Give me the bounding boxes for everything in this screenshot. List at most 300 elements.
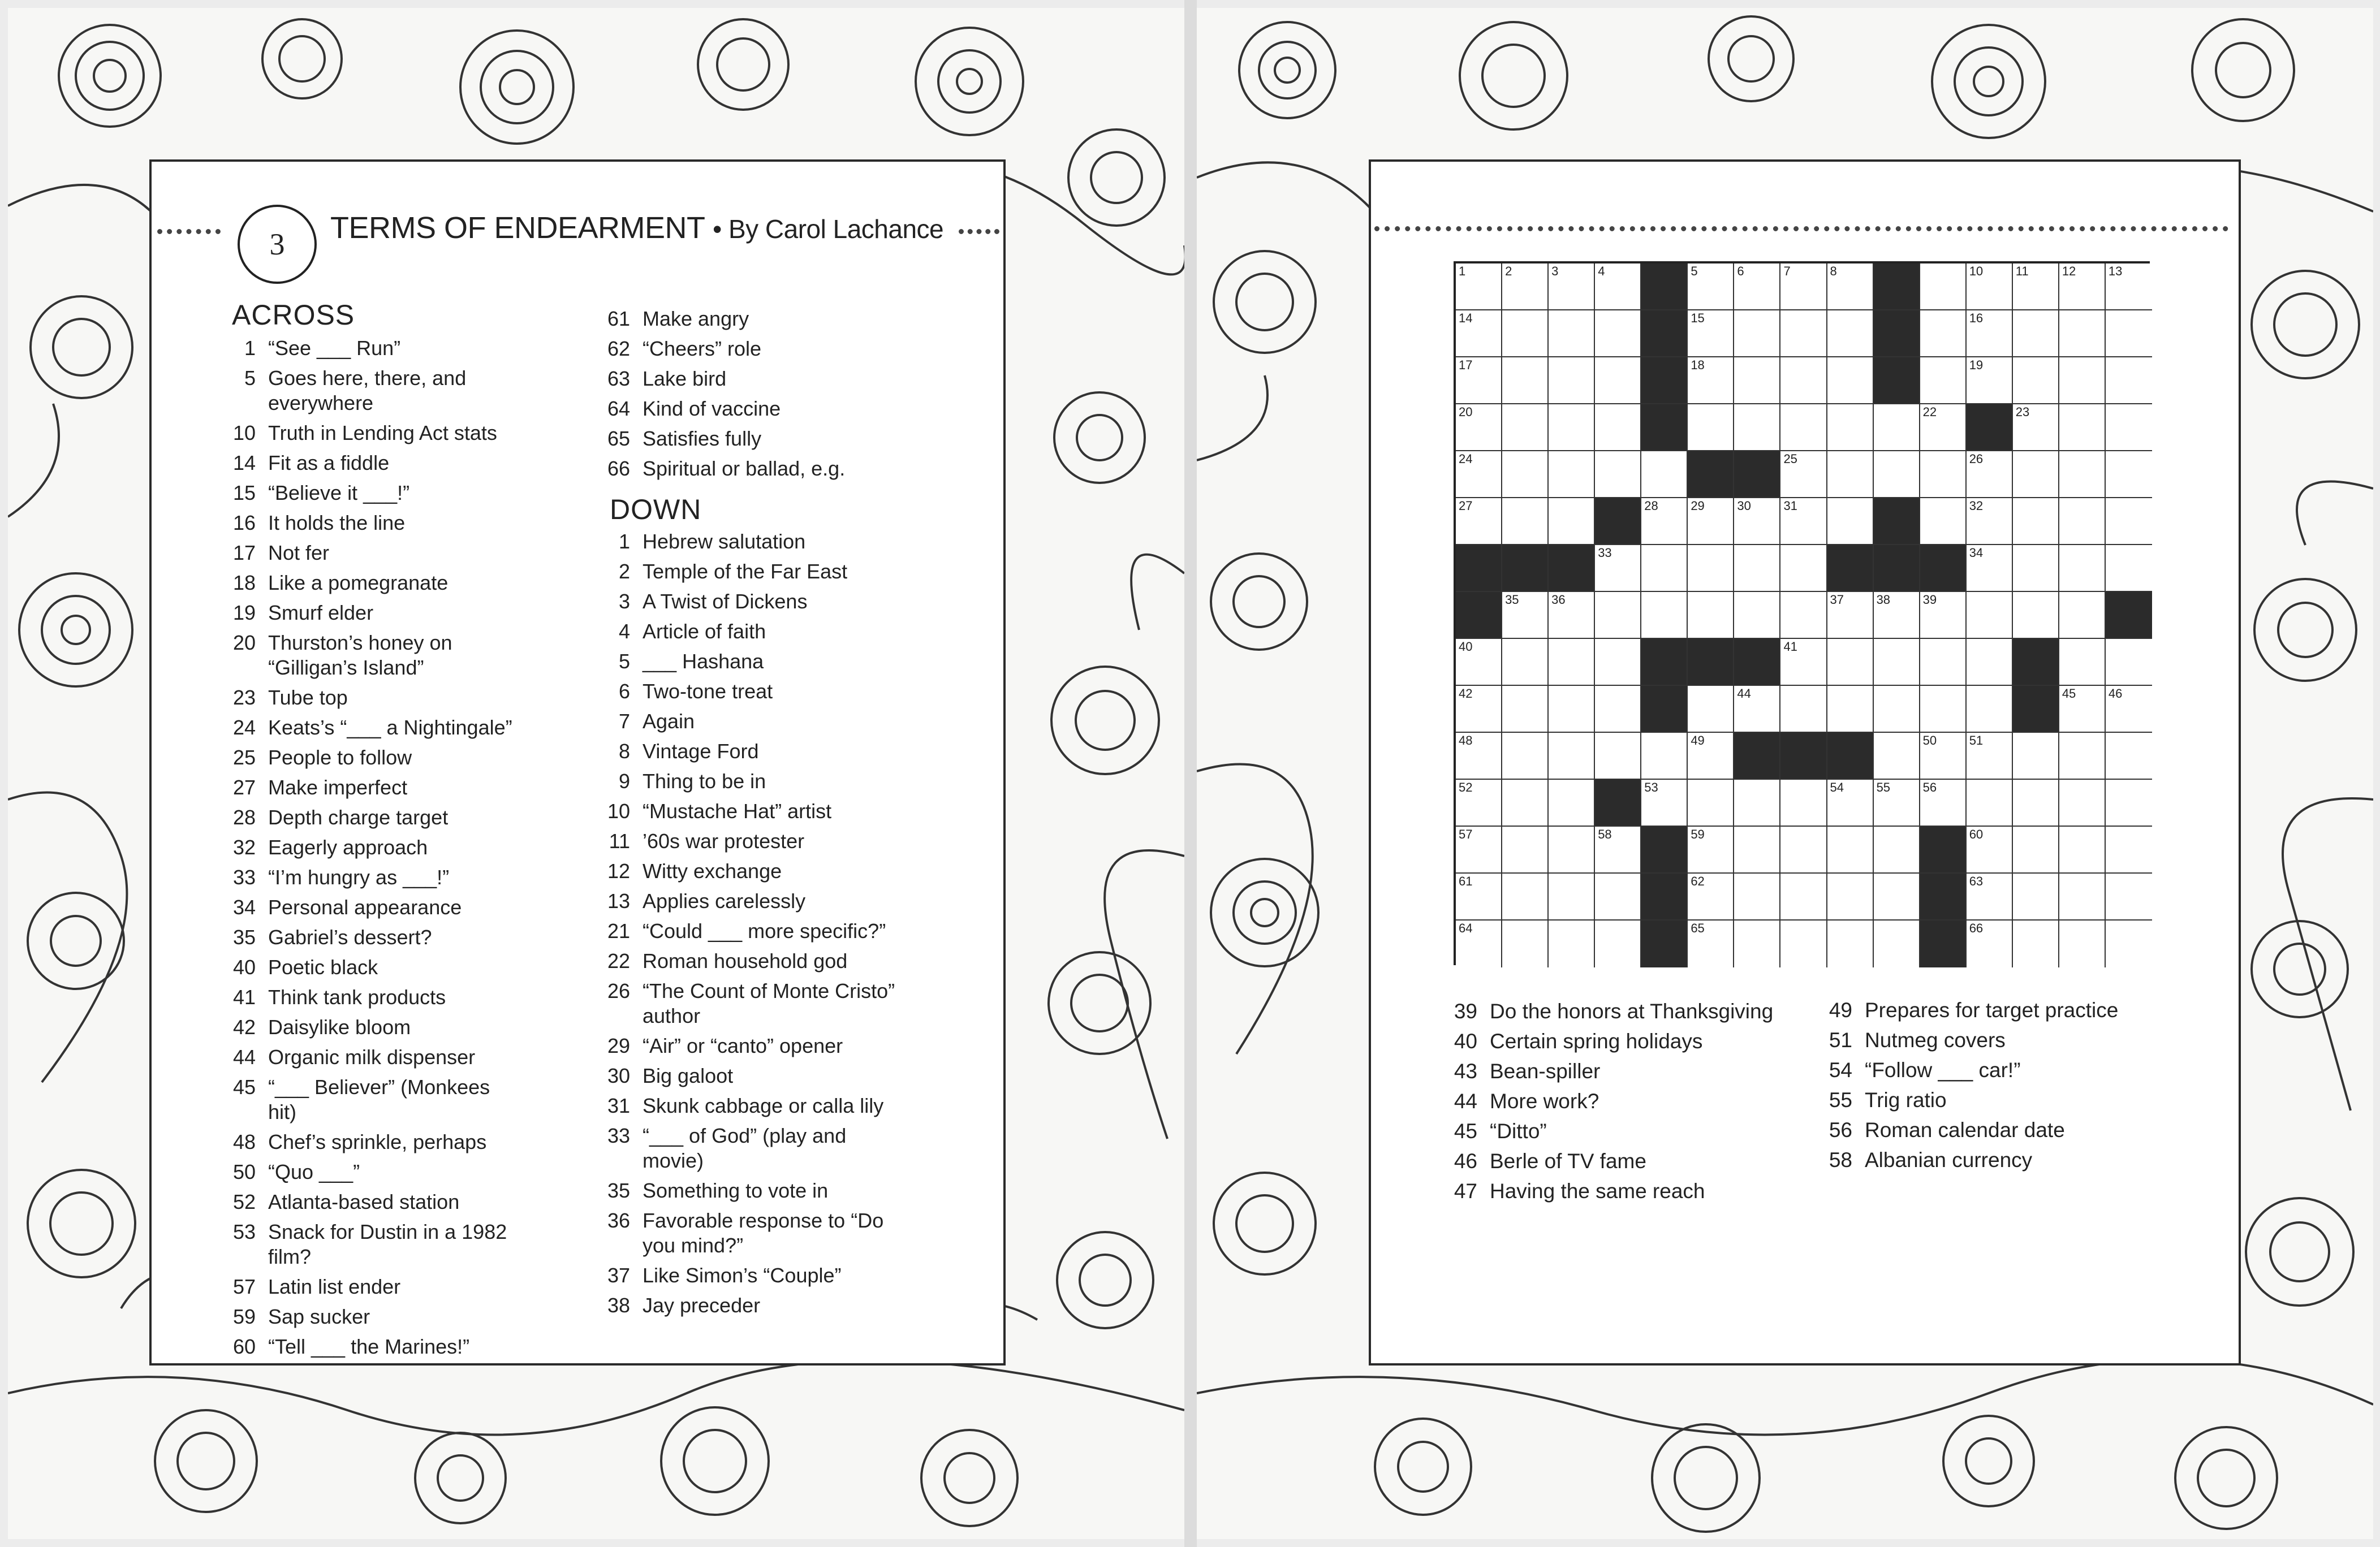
grid-cell[interactable] [1456, 827, 1502, 874]
clue-item [221, 571, 517, 595]
grid-cell[interactable] [2106, 545, 2152, 592]
grid-cell[interactable] [1967, 827, 2013, 874]
down-clue-list [595, 529, 908, 1323]
grid-cell[interactable] [1595, 592, 1641, 639]
grid-cell[interactable] [2106, 874, 2152, 921]
clue-text: Eagerly approach [268, 836, 428, 859]
grid-cell[interactable] [1734, 310, 1780, 357]
grid-cell[interactable] [1688, 357, 1734, 404]
grid-cell[interactable] [1967, 310, 2013, 357]
clue-number: 49 [1829, 999, 1852, 1022]
puzzle-byline: • By Carol Lachance [713, 214, 944, 244]
clue-text: Prepares for target practice [1865, 999, 2119, 1022]
grid-cell-number: 16 [1969, 311, 1984, 325]
grid-cell[interactable] [1874, 404, 1920, 451]
grid-cell[interactable] [2106, 263, 2152, 310]
grid-cell[interactable] [1920, 639, 1967, 686]
grid-cell[interactable] [1967, 263, 2013, 310]
grid-cell[interactable] [1456, 498, 1502, 545]
grid-cell[interactable] [2013, 780, 2059, 827]
grid-cell[interactable] [1502, 451, 1549, 498]
grid-cell[interactable] [1967, 780, 2013, 827]
down-clue-list-continued-b [1817, 995, 2181, 1175]
clue-item [595, 336, 908, 361]
grid-cell[interactable] [1549, 780, 1595, 827]
grid-cell[interactable] [2059, 263, 2106, 310]
grid-cell[interactable] [1688, 780, 1734, 827]
grid-cell[interactable] [1780, 545, 1827, 592]
grid-cell[interactable] [1502, 404, 1549, 451]
grid-cell[interactable] [1549, 592, 1595, 639]
grid-cell[interactable] [1920, 310, 1967, 357]
grid-cell[interactable] [1874, 780, 1920, 827]
grid-cell[interactable] [1874, 921, 1920, 967]
grid-cell-block [1456, 545, 1502, 592]
grid-panel-dots [1374, 226, 2228, 231]
clue-text: Berle of TV fame [1490, 1150, 1646, 1173]
clue-item [221, 1160, 517, 1185]
grid-cell[interactable] [1734, 874, 1780, 921]
clue-number: 13 [607, 889, 630, 913]
clue-item [221, 630, 517, 680]
clue-item [221, 1220, 517, 1269]
clue-number: 45 [232, 1075, 256, 1099]
grid-cell[interactable] [1456, 686, 1502, 733]
grid-cell[interactable] [1595, 404, 1641, 451]
grid-cell[interactable] [1549, 686, 1595, 733]
clue-text: Chef’s sprinkle, perhaps [268, 1130, 487, 1153]
clue-number: 18 [232, 571, 256, 594]
clue-text: Jay preceder [643, 1294, 761, 1317]
grid-cell[interactable] [1827, 404, 1874, 451]
clue-item [221, 1274, 517, 1299]
grid-cell-number: 4 [1598, 264, 1605, 278]
clue-text: Do the honors at Thanksgiving [1490, 1000, 1774, 1023]
grid-cell[interactable] [1967, 639, 2013, 686]
grid-cell[interactable] [1549, 733, 1595, 780]
grid-cell[interactable] [1827, 780, 1874, 827]
grid-cell[interactable] [1456, 639, 1502, 686]
grid-cell[interactable] [1827, 921, 1874, 967]
grid-cell[interactable] [1502, 733, 1549, 780]
title-dots-right [959, 229, 999, 234]
clue-number: 14 [232, 451, 256, 474]
grid-cell[interactable] [1734, 827, 1780, 874]
clue-number: 4 [618, 620, 630, 643]
grid-cell[interactable] [1502, 310, 1549, 357]
grid-cell[interactable] [1502, 686, 1549, 733]
clue-number: 11 [609, 829, 630, 853]
clue-item [595, 799, 908, 824]
grid-cell[interactable] [1920, 451, 1967, 498]
grid-cell-block [1641, 921, 1688, 967]
clue-number: 44 [232, 1045, 256, 1069]
clue-text: “See ___ Run” [268, 336, 401, 360]
grid-cell-number: 42 [1459, 686, 1473, 701]
grid-cell[interactable] [2106, 733, 2152, 780]
grid-cell[interactable] [1967, 592, 2013, 639]
clue-number: 38 [607, 1294, 630, 1317]
grid-cell-block [1827, 733, 1874, 780]
grid-cell[interactable] [2013, 310, 2059, 357]
grid-cell-block [1641, 263, 1688, 310]
grid-cell[interactable] [1734, 498, 1780, 545]
grid-cell[interactable] [1502, 921, 1549, 967]
grid-cell[interactable] [2059, 310, 2106, 357]
grid-cell-number: 37 [1830, 593, 1844, 607]
grid-cell[interactable] [1641, 545, 1688, 592]
grid-cell[interactable] [1502, 639, 1549, 686]
grid-cell[interactable] [1641, 498, 1688, 545]
grid-cell[interactable] [2059, 451, 2106, 498]
grid-cell[interactable] [1456, 921, 1502, 967]
grid-cell[interactable] [1920, 733, 1967, 780]
grid-cell-block [1641, 310, 1688, 357]
grid-cell[interactable] [2013, 357, 2059, 404]
grid-cell-block [2013, 686, 2059, 733]
grid-cell[interactable] [1827, 310, 1874, 357]
grid-cell[interactable] [1780, 686, 1827, 733]
grid-cell-number: 19 [1969, 358, 1984, 372]
grid-cell[interactable] [1827, 451, 1874, 498]
grid-cell[interactable] [1688, 733, 1734, 780]
grid-cell[interactable] [1502, 780, 1549, 827]
across-heading: ACROSS [232, 299, 355, 331]
grid-cell[interactable] [1780, 780, 1827, 827]
grid-cell[interactable] [1549, 404, 1595, 451]
clue-item [221, 1190, 517, 1215]
clue-item [595, 1034, 908, 1058]
grid-cell[interactable] [2059, 498, 2106, 545]
clue-number: 39 [1454, 1000, 1477, 1023]
grid-cell[interactable] [1734, 686, 1780, 733]
clue-item [595, 1123, 908, 1173]
clue-number: 21 [607, 919, 630, 943]
grid-cell[interactable] [1595, 451, 1641, 498]
grid-cell[interactable] [1549, 498, 1595, 545]
clue-number: 9 [618, 770, 630, 793]
grid-cell[interactable] [1502, 592, 1549, 639]
clue-number: 42 [232, 1016, 256, 1039]
clue-number: 24 [232, 716, 256, 739]
grid-cell[interactable] [2059, 874, 2106, 921]
grid-cell[interactable] [1595, 639, 1641, 686]
grid-cell[interactable] [1456, 874, 1502, 921]
grid-cell[interactable] [1920, 592, 1967, 639]
grid-cell[interactable] [1920, 686, 1967, 733]
grid-cell[interactable] [2106, 780, 2152, 827]
grid-cell[interactable] [1549, 263, 1595, 310]
grid-cell[interactable] [1549, 310, 1595, 357]
grid-cell[interactable] [1595, 545, 1641, 592]
grid-cell-number: 50 [1922, 733, 1937, 747]
grid-cell[interactable] [2106, 498, 2152, 545]
grid-cell[interactable] [1502, 357, 1549, 404]
clue-text: Spiritual or ballad, e.g. [643, 457, 846, 480]
grid-cell[interactable] [1827, 498, 1874, 545]
grid-cell[interactable] [1688, 686, 1734, 733]
grid-cell[interactable] [1920, 498, 1967, 545]
grid-cell[interactable] [1595, 827, 1641, 874]
grid-cell[interactable] [1549, 921, 1595, 967]
clue-number: 51 [1829, 1029, 1852, 1052]
clue-number: 33 [607, 1124, 630, 1147]
grid-cell[interactable] [1734, 404, 1780, 451]
grid-cell[interactable] [1456, 357, 1502, 404]
clue-item [595, 1293, 908, 1318]
clue-item [221, 421, 517, 446]
clue-item [595, 589, 908, 614]
grid-cell[interactable] [1874, 733, 1920, 780]
grid-cell[interactable] [1920, 404, 1967, 451]
grid-cell[interactable] [1456, 263, 1502, 310]
grid-cell[interactable] [1595, 686, 1641, 733]
clue-item [1442, 1086, 1806, 1116]
grid-cell[interactable] [1456, 780, 1502, 827]
grid-cell-number: 13 [2108, 264, 2123, 278]
grid-cell[interactable] [2106, 357, 2152, 404]
clue-text: Organic milk dispenser [268, 1045, 476, 1069]
clue-item [221, 865, 517, 890]
grid-cell-number: 57 [1459, 827, 1473, 841]
clue-number: 59 [232, 1305, 256, 1328]
grid-cell[interactable] [1641, 451, 1688, 498]
grid-cell[interactable] [1874, 592, 1920, 639]
grid-cell[interactable] [2013, 498, 2059, 545]
clue-text: Goes here, there, and everywhere [268, 366, 467, 414]
grid-cell[interactable] [1967, 733, 2013, 780]
grid-cell[interactable] [1780, 263, 1827, 310]
grid-cell[interactable] [1734, 780, 1780, 827]
grid-cell[interactable] [2013, 874, 2059, 921]
grid-cell[interactable] [1920, 780, 1967, 827]
clue-number: 54 [1829, 1058, 1852, 1082]
grid-cell-number: 10 [1969, 264, 1984, 278]
grid-cell[interactable] [1502, 263, 1549, 310]
grid-cell[interactable] [1874, 827, 1920, 874]
clue-text: Keats’s “___ a Nightingale” [268, 716, 512, 739]
grid-cell[interactable] [1967, 357, 2013, 404]
clue-item [595, 979, 908, 1029]
grid-cell[interactable] [1688, 263, 1734, 310]
grid-cell[interactable] [1549, 639, 1595, 686]
grid-cell[interactable] [1734, 921, 1780, 967]
grid-cell-number: 51 [1969, 733, 1984, 747]
grid-cell-block [1874, 545, 1920, 592]
clue-number: 35 [607, 1179, 630, 1202]
grid-cell[interactable] [1827, 357, 1874, 404]
grid-cell[interactable] [2059, 733, 2106, 780]
clue-text: “Tell ___ the Marines!” [268, 1335, 470, 1358]
grid-cell-block [1734, 451, 1780, 498]
clue-text: People to follow [268, 746, 412, 769]
grid-cell[interactable] [2059, 404, 2106, 451]
grid-cell[interactable] [2059, 592, 2106, 639]
clue-text: Like a pomegranate [268, 571, 449, 594]
grid-cell[interactable] [2106, 827, 2152, 874]
grid-cell-block [1641, 639, 1688, 686]
grid-cell[interactable] [1734, 357, 1780, 404]
grid-cell[interactable] [1780, 357, 1827, 404]
grid-cell-block [1641, 874, 1688, 921]
grid-cell[interactable] [2013, 404, 2059, 451]
clue-text: Skunk cabbage or calla lily [643, 1094, 884, 1117]
grid-cell[interactable] [1780, 827, 1827, 874]
grid-cell[interactable] [1734, 592, 1780, 639]
grid-cell[interactable] [2059, 545, 2106, 592]
grid-cell-number: 26 [1969, 452, 1984, 466]
clue-text: “Believe it ___!” [268, 481, 410, 504]
grid-cell[interactable] [2106, 921, 2152, 967]
grid-cell[interactable] [2106, 451, 2152, 498]
grid-cell[interactable] [1734, 545, 1780, 592]
clue-item [221, 1015, 517, 1040]
clue-text: “Follow ___ car!” [1865, 1058, 2021, 1082]
clue-item [595, 366, 908, 391]
grid-cell[interactable] [1920, 357, 1967, 404]
grid-cell[interactable] [1920, 263, 1967, 310]
grid-cell[interactable] [2059, 357, 2106, 404]
grid-cell[interactable] [1456, 310, 1502, 357]
grid-cell[interactable] [1595, 733, 1641, 780]
grid-cell[interactable] [1595, 874, 1641, 921]
grid-cell[interactable] [1827, 263, 1874, 310]
across-clue-list-continued [595, 306, 908, 486]
grid-cell[interactable] [1734, 263, 1780, 310]
grid-cell[interactable] [1549, 451, 1595, 498]
grid-cell[interactable] [1688, 874, 1734, 921]
grid-cell[interactable] [2013, 451, 2059, 498]
grid-cell[interactable] [1456, 733, 1502, 780]
grid-cell[interactable] [1688, 827, 1734, 874]
grid-cell[interactable] [1456, 404, 1502, 451]
grid-cell[interactable] [1827, 827, 1874, 874]
clue-text: “___ Believer” (Monkees hit) [268, 1075, 490, 1123]
clue-item [221, 685, 517, 710]
clue-item [595, 829, 908, 854]
grid-cell[interactable] [1827, 639, 1874, 686]
clue-number: 3 [618, 590, 630, 613]
grid-cell[interactable] [1549, 357, 1595, 404]
grid-cell[interactable] [1641, 780, 1688, 827]
clue-number: 33 [232, 866, 256, 889]
clue-number: 23 [232, 686, 256, 709]
grid-cell[interactable] [1967, 498, 2013, 545]
grid-cell-number: 62 [1691, 874, 1705, 888]
clue-text: Certain spring holidays [1490, 1030, 1703, 1053]
grid-cell[interactable] [1688, 310, 1734, 357]
grid-cell[interactable] [1967, 874, 2013, 921]
grid-cell[interactable] [1688, 545, 1734, 592]
clue-text: Hebrew salutation [643, 530, 806, 553]
clue-text: Applies carelessly [643, 889, 806, 913]
grid-cell[interactable] [1456, 451, 1502, 498]
grid-cell[interactable] [2059, 827, 2106, 874]
clue-number: 26 [607, 979, 630, 1002]
clue-number: 1 [244, 336, 256, 360]
grid-cell[interactable] [1780, 310, 1827, 357]
grid-cell[interactable] [1874, 451, 1920, 498]
grid-cell[interactable] [1780, 451, 1827, 498]
grid-cell[interactable] [1595, 921, 1641, 967]
grid-cell[interactable] [1827, 874, 1874, 921]
grid-cell[interactable] [1595, 310, 1641, 357]
clue-item [595, 1094, 908, 1118]
grid-cell[interactable] [2106, 404, 2152, 451]
grid-cell[interactable] [1780, 874, 1827, 921]
grid-cell[interactable] [1502, 874, 1549, 921]
grid-cell[interactable] [1967, 686, 2013, 733]
grid-cell[interactable] [2013, 733, 2059, 780]
grid-cell[interactable] [1874, 686, 1920, 733]
grid-cell[interactable] [1595, 357, 1641, 404]
grid-cell[interactable] [1688, 592, 1734, 639]
clue-number: 17 [232, 541, 256, 564]
grid-cell[interactable] [1641, 592, 1688, 639]
clue-text: Nutmeg covers [1865, 1029, 2006, 1052]
grid-cell[interactable] [1641, 733, 1688, 780]
clue-item [1817, 995, 2181, 1025]
grid-cell[interactable] [1502, 498, 1549, 545]
grid-cell[interactable] [1874, 639, 1920, 686]
grid-cell[interactable] [1688, 404, 1734, 451]
grid-cell[interactable] [2106, 639, 2152, 686]
grid-cell[interactable] [2013, 545, 2059, 592]
grid-cell[interactable] [2106, 310, 2152, 357]
grid-cell[interactable] [1827, 592, 1874, 639]
grid-cell[interactable] [1827, 686, 1874, 733]
grid-cell[interactable] [1549, 827, 1595, 874]
grid-cell[interactable] [1780, 639, 1827, 686]
grid-cell[interactable] [1967, 545, 2013, 592]
grid-cell[interactable] [1595, 263, 1641, 310]
grid-cell[interactable] [1780, 498, 1827, 545]
grid-cell[interactable] [1780, 592, 1827, 639]
grid-cell[interactable] [1780, 921, 1827, 967]
puzzle-number-badge [238, 205, 317, 284]
grid-cell[interactable] [2106, 686, 2152, 733]
grid-cell[interactable] [2059, 780, 2106, 827]
clue-number: 30 [607, 1064, 630, 1087]
grid-cell[interactable] [2059, 921, 2106, 967]
clue-text: Make imperfect [268, 776, 408, 799]
grid-cell[interactable] [2013, 827, 2059, 874]
clue-item [1442, 1146, 1806, 1176]
clue-number: 28 [232, 806, 256, 829]
grid-cell[interactable] [1874, 874, 1920, 921]
grid-cell[interactable] [2013, 263, 2059, 310]
grid-cell[interactable] [1688, 921, 1734, 967]
grid-cell[interactable] [2013, 921, 2059, 967]
grid-cell[interactable] [1780, 404, 1827, 451]
clue-text: Make angry [643, 307, 749, 330]
grid-cell[interactable] [1967, 921, 2013, 967]
grid-cell-number: 25 [1783, 452, 1797, 466]
grid-cell[interactable] [1688, 498, 1734, 545]
grid-cell[interactable] [2013, 592, 2059, 639]
clue-number: 64 [607, 397, 630, 420]
grid-cell[interactable] [1502, 827, 1549, 874]
grid-cell[interactable] [2059, 686, 2106, 733]
grid-cell[interactable] [1549, 874, 1595, 921]
grid-cell[interactable] [2059, 639, 2106, 686]
clue-number: 7 [618, 710, 630, 733]
grid-cell-number: 49 [1691, 733, 1705, 747]
grid-cell-number: 28 [1644, 499, 1658, 513]
grid-cell[interactable] [1967, 451, 2013, 498]
clue-text: Fit as a fiddle [268, 451, 390, 474]
clue-text: Latin list ender [268, 1275, 401, 1298]
